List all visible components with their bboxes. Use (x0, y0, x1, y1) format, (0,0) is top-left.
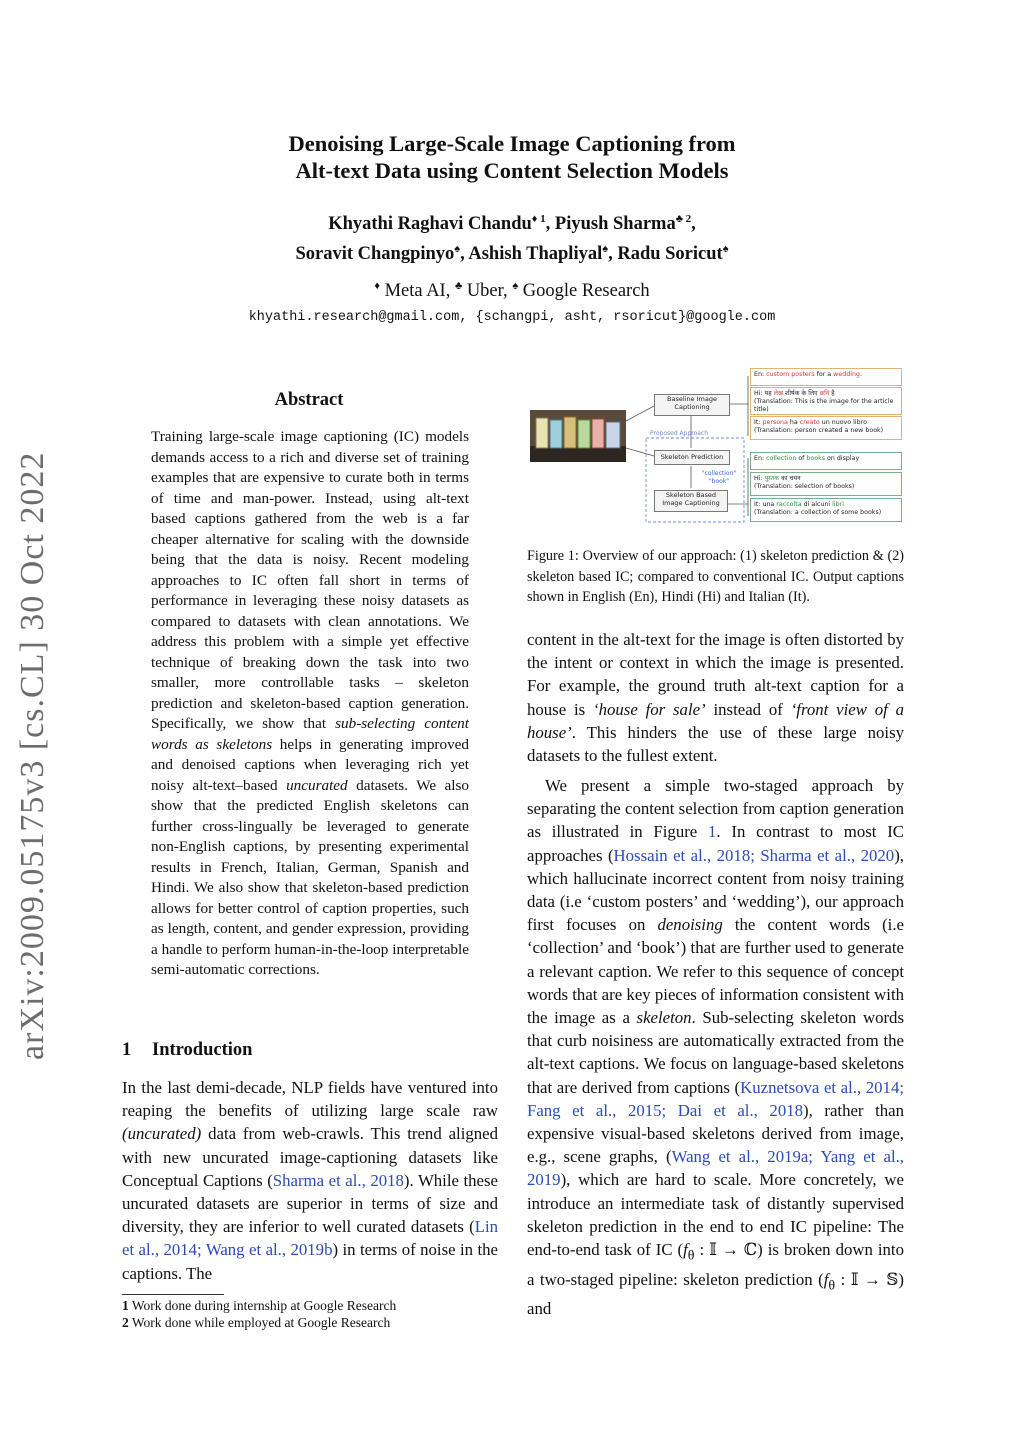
math-expression: : 𝕀 → 𝕊 (835, 1269, 899, 1289)
baseline-output-en: En: custom posters for a wedding. (750, 368, 902, 386)
author-list: Khyathi Raghavi Chandu$^{♦ 1}$, Piyush Sharma$^{♣ 2}$, Soravit Changpinyo♠, Ashish Thapliyal♠, Radu Soricut♠ (295, 213, 729, 265)
figure-1 (528, 366, 904, 528)
body-text: content in the alt-text for the image is often distorted by the intent or context in which the image is presented. For example, the ground truth alt-text caption for a house is (527, 630, 904, 719)
affil-mark: ♠ (512, 280, 519, 292)
abstract-text: helps in generating improved and denoised captions when leveraging rich yet noisy alt-text–based (151, 735, 470, 794)
arxiv-identifier: arXiv:2009.05175v3 [cs.CL] 30 Oct 2022 (14, 451, 51, 1060)
body-emphasis: ‘house for sale’ (593, 699, 706, 719)
arrow-line (626, 406, 654, 421)
author-name: Radu Soricut (617, 244, 723, 265)
body-text: the content words (i.e ‘collection’ and ‘book’) that are further used to generate a relevant caption. We refer to this sequence of concept words that are key pieces of information consistent with the image as a (527, 915, 904, 1028)
body-text: ), which hallucinate incorrect content from noisy training data (i.e ‘custom posters’ and ‘wedding’), our approach first focuses on (527, 845, 904, 935)
body-emphasis: denoising (657, 915, 723, 935)
author-emails: khyathi.research@gmail.com, {schangpi, asht, rsoricut}@google.com (248, 310, 776, 325)
body-text: . Sub-selecting skeleton words that curb noisiness are automatically extracted from the alt-text captions. We focus on language-based skeletons that are derived from captions ( (527, 1008, 904, 1097)
proposed-output-it: It: una raccolta di alcuni libri (Translation: a collection of some books) (750, 498, 902, 522)
skeleton-prediction-box: Skeleton Prediction (654, 450, 730, 465)
author-affil-mark: ♦ 1 (531, 213, 546, 225)
body-text: ) in terms of noise in the captions. The (122, 1240, 498, 1283)
body-text: . This hinders the use of these large noisy datasets to the fullest extent. (527, 722, 904, 766)
affil-mark: ♦ (374, 280, 380, 292)
body-text: ), which are hard to scale. More concretely, we introduce an intermediate task of distantly supervised skeleton prediction in the end to end IC pipeline: The end-to-end task of IC ( (527, 1170, 904, 1260)
author-name: Soravit Changpinyo (295, 244, 455, 265)
body-paragraph (527, 774, 904, 1320)
citation-link[interactable]: Wang et al., 2019a; Yang et al., 2019 (527, 1147, 904, 1190)
author-name: Ashish Thapliyal (468, 244, 603, 265)
author-affil-mark: ♠ (602, 243, 609, 256)
citation-link[interactable]: Kuznetsova et al., 2014; Fang et al., 2015; Dai et al., 2018 (527, 1077, 904, 1120)
body-text: ) and (527, 1269, 904, 1319)
section-heading (122, 1040, 492, 1061)
body-emphasis: (uncurated) (122, 1124, 202, 1144)
body-text: data from web-crawls. This trend aligned with new uncurated image-captioning datasets like Conceptual Captions ( (122, 1124, 498, 1190)
footnote-text: Work done while employed at Google Research (131, 1315, 391, 1330)
footnote-number: 1 (122, 1298, 129, 1313)
abstract-emphasis: uncurated (286, 776, 348, 794)
citation-link[interactable]: Lin et al., 2014; Wang et al., 2019b (122, 1217, 498, 1260)
paper-title (180, 130, 844, 184)
baseline-output-hi: Hi: यह लेख शीर्षक के लिए छवि है (Translation: This is the image for the article title) (750, 387, 902, 415)
body-text: ) is broken down into a two-staged pipeline: skeleton prediction ( (527, 1240, 904, 1289)
abstract-text: datasets. We also show that the predicted English skeletons can further cross-lingually be leveraged to generate non-English captions, by presenting experimental results in French, Italian, German, Spanish and Hindi. We also show that skeleton-based prediction allows for better control of caption properties, such as length, content, and gender expression, providing a handle to perform human-in-the-loop interpretable semi-automatic corrections. (151, 776, 470, 978)
intro-paragraph (122, 1076, 498, 1285)
math-expression: : 𝕀 → ℂ (694, 1240, 758, 1260)
proposed-approach-label: Proposed Approach (650, 430, 709, 437)
figure-label: Figure 1: (527, 548, 579, 564)
body-emphasis: ‘front view of a house’ (527, 699, 905, 742)
affiliation: Google Research (522, 281, 650, 302)
affiliation: Uber, (466, 281, 508, 302)
skeleton-ic-box: Skeleton Based Image Captioning (654, 490, 728, 512)
baseline-output-it: It: persona ha creato un nuovo libro (Translation: person created a new book) (750, 416, 902, 440)
abstract-heading: Abstract (274, 390, 344, 410)
arrow-line (626, 448, 654, 456)
title-line-2: Alt-text Data using Content Selection Models (295, 158, 729, 183)
skeleton-words: "collection" "book" (701, 470, 737, 485)
baseline-ic-box: Baseline Image Captioning (654, 394, 730, 416)
body-paragraph (527, 628, 904, 767)
math-symbol: f (823, 1269, 829, 1289)
author-affil-mark: ♠ (722, 243, 729, 256)
abstract-text: Training large-scale image captioning (IC) models demands access to a rich and diverse set of training examples that are expensive to curate both in terms of time and man-power. Instead, using alt-text based captions gathered from the web is a far cheaper alternative for scaling with the downside being that the data is noisy. Recent modeling approaches to IC often fall short in terms of performance in leveraging these noisy datasets as compared to datasets with clean annotations. We address this problem with a simple yet effective technique of breaking down the task into two smaller, more controllable tasks – skeleton prediction and skeleton-based caption generation. Specifically, we show that (151, 428, 469, 732)
math-subscript: θ (828, 1277, 836, 1293)
author-affil-mark: ♠ (454, 243, 461, 256)
affiliation: Meta AI, (384, 281, 451, 302)
section-number: 1 (122, 1040, 132, 1060)
body-text: We present a simple two-staged approach by separating the content selection from caption generation as illustrated in Figure (527, 776, 904, 842)
abstract-body (151, 427, 469, 981)
author-name: Piyush Sharma (554, 214, 676, 235)
title-line-1: Denoising Large-Scale Image Captioning from (288, 131, 736, 156)
author-name: Khyathi Raghavi Chandu (328, 214, 532, 235)
figure-caption-text: Overview of our approach: (1) skeleton prediction & (2) skeleton based IC; compared to conventional IC. Output captions shown in English (En), Hindi (Hi) and Italian (It). (527, 548, 905, 605)
footnotes (122, 1297, 498, 1331)
proposed-output-hi: Hi: पुस्तक का चयन (Translation: selection of books) (750, 472, 902, 496)
abstract-emphasis: sub-selecting content words as skeletons (151, 715, 469, 753)
body-text: instead of (713, 699, 783, 719)
body-emphasis: skeleton (636, 1008, 692, 1028)
figure-caption (527, 546, 904, 608)
affiliations (180, 280, 844, 302)
affil-mark: ♣ (454, 280, 463, 292)
math-symbol: f (683, 1240, 688, 1260)
body-text: . In contrast to most IC approaches ( (527, 822, 904, 865)
body-text: ), rather than expensive visual-based skeletons derived from image, e.g., scene graphs, ( (527, 1100, 904, 1167)
footnote-text: Work done during internship at Google Research (131, 1298, 397, 1313)
body-text: ). While these uncurated datasets are superior in terms of size and diversity, they are inferior to well curated datasets ( (122, 1170, 498, 1237)
section-title: Introduction (152, 1040, 253, 1060)
body-text: In the last demi-decade, NLP fields have ventured into reaping the benefits of utilizing large scale raw (122, 1078, 498, 1121)
math-subscript: θ (687, 1248, 695, 1264)
citation-link[interactable]: Sharma et al., 2018 (272, 1170, 404, 1190)
footnote-number: 2 (122, 1315, 129, 1330)
proposed-output-en: En: collection of books on display (750, 452, 902, 470)
citation-link[interactable]: Hossain et al., 2018; Sharma et al., 2020 (613, 845, 895, 865)
figure-reference-link[interactable]: 1 (708, 822, 717, 842)
footnote-divider (122, 1294, 224, 1295)
author-affil-mark: ♣ 2 (675, 213, 692, 225)
